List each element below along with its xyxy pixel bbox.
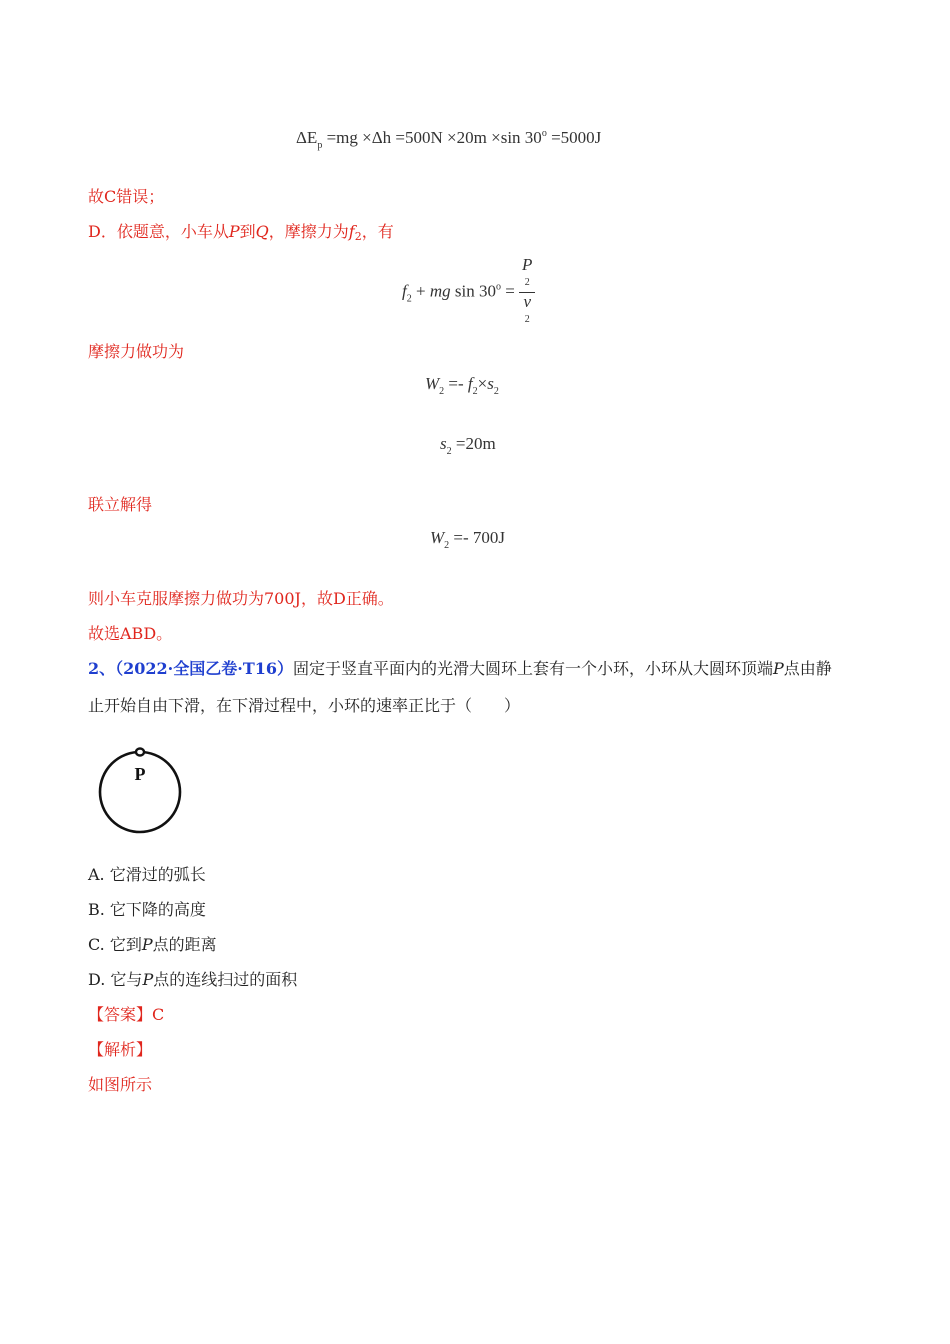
eq1-result: =5000J [551, 128, 602, 147]
point-p: P [228, 222, 240, 241]
eq3-w-sub: 2 [439, 386, 445, 397]
as-shown-text: 如图所示 [88, 1075, 153, 1094]
eq2-eq: = [505, 281, 515, 301]
eq2-den: v [523, 292, 532, 311]
eq4-eq: =20m [455, 434, 496, 453]
question-2-line1 [88, 658, 832, 680]
eq1-lhs: ΔE [296, 128, 318, 147]
eq3-w: W [425, 374, 440, 393]
figure-label-p: P [134, 764, 146, 784]
line-work-intro: 摩擦力做功为 [88, 342, 185, 361]
eq2-den-sub: 2 [524, 314, 530, 325]
equation-result [430, 528, 505, 551]
question-text1b: 点由静 [783, 659, 832, 678]
option-d-pre: D. 它与 [88, 970, 143, 989]
eq2-deg: o [495, 281, 501, 293]
eq1-sin: sin 30 [500, 128, 542, 147]
eq2-fraction [519, 256, 535, 329]
eq3-times: × [477, 374, 488, 393]
line-d-mid1: 到 [239, 222, 256, 241]
eq1-deg: o [541, 128, 547, 139]
question-text1: 固定于竖直平面内的光滑大圆环上套有一个小环，小环从大圆环顶端 [293, 659, 774, 678]
point-q: Q [255, 222, 269, 241]
ring-figure [88, 738, 188, 838]
eq3-f-sub: 2 [472, 386, 478, 397]
question-point-p: P [773, 659, 784, 678]
line-d-mid2: ，摩擦力为 [268, 222, 349, 241]
eq1-mg: =mg [326, 128, 358, 147]
line-d-prefix: D．依题意，小车从 [88, 222, 229, 241]
analysis-label: 【解析】 [88, 1040, 153, 1059]
eq4-s-sub: 2 [446, 446, 452, 457]
option-c-post: 点的距离 [152, 935, 217, 954]
eq3-s-sub: 2 [493, 386, 499, 397]
eq2-sin: sin 30 [454, 281, 496, 301]
equation-work [425, 374, 499, 397]
question-2-line2: 止开始自由下滑，在下滑过程中，小环的速率正比于（ ） [88, 696, 521, 715]
eq5-eq: =- 700J [453, 528, 506, 547]
equation-distance [440, 434, 496, 457]
eq5-w-sub: 2 [444, 540, 450, 551]
eq2-f: f [402, 281, 407, 301]
friction-symbol: f [348, 222, 355, 241]
equation-potential-energy [296, 128, 601, 151]
option-a: A. 它滑过的弧长 [88, 865, 206, 884]
eq1-times3: × [491, 128, 501, 147]
eq1-500n: =500N [395, 128, 443, 147]
answer-value: C [152, 1005, 165, 1024]
equation-friction [402, 256, 535, 329]
line-conclusion: 则小车克服摩擦力做功为700J，故D正确。 [88, 589, 394, 608]
eq3-eq: =- [448, 374, 464, 393]
eq4-s: s [440, 434, 447, 453]
eq1-dh: Δh [371, 128, 392, 147]
eq3-f: f [467, 374, 473, 393]
option-d-p: P [142, 970, 154, 989]
question-number: 2、 [88, 659, 116, 678]
option-c [88, 934, 217, 956]
option-d-post: 点的连线扫过的面积 [153, 970, 298, 989]
friction-sub: 2 [354, 230, 362, 243]
line-d-suffix: ，有 [361, 222, 394, 241]
line-solve: 联立解得 [88, 495, 153, 514]
eq2-mg: mg [429, 281, 451, 301]
eq2-num: P [522, 255, 533, 274]
option-d [88, 969, 297, 991]
line-c-wrong: 故C错误； [88, 187, 165, 206]
eq1-20m: 20m [456, 128, 487, 147]
option-c-pre: C. 它到 [88, 935, 142, 954]
line-d-intro [88, 221, 394, 248]
eq1-times: × [362, 128, 372, 147]
answer-label: 【答案】 [88, 1005, 153, 1024]
eq2-plus: + [415, 281, 426, 301]
line-choose: 故选ABD。 [88, 624, 173, 643]
eq2-num-sub: 2 [524, 277, 530, 288]
eq3-s: s [487, 374, 494, 393]
eq1-times2: × [447, 128, 457, 147]
small-ring [136, 749, 144, 756]
question-source: （2022·全国乙卷·T16） [115, 659, 293, 678]
answer-line [88, 1004, 164, 1026]
option-b: B. 它下降的高度 [88, 900, 206, 919]
eq1-lhs-sub: p [317, 140, 323, 151]
eq5-w: W [430, 528, 445, 547]
option-c-p: P [141, 935, 153, 954]
eq2-f-sub: 2 [406, 293, 412, 305]
